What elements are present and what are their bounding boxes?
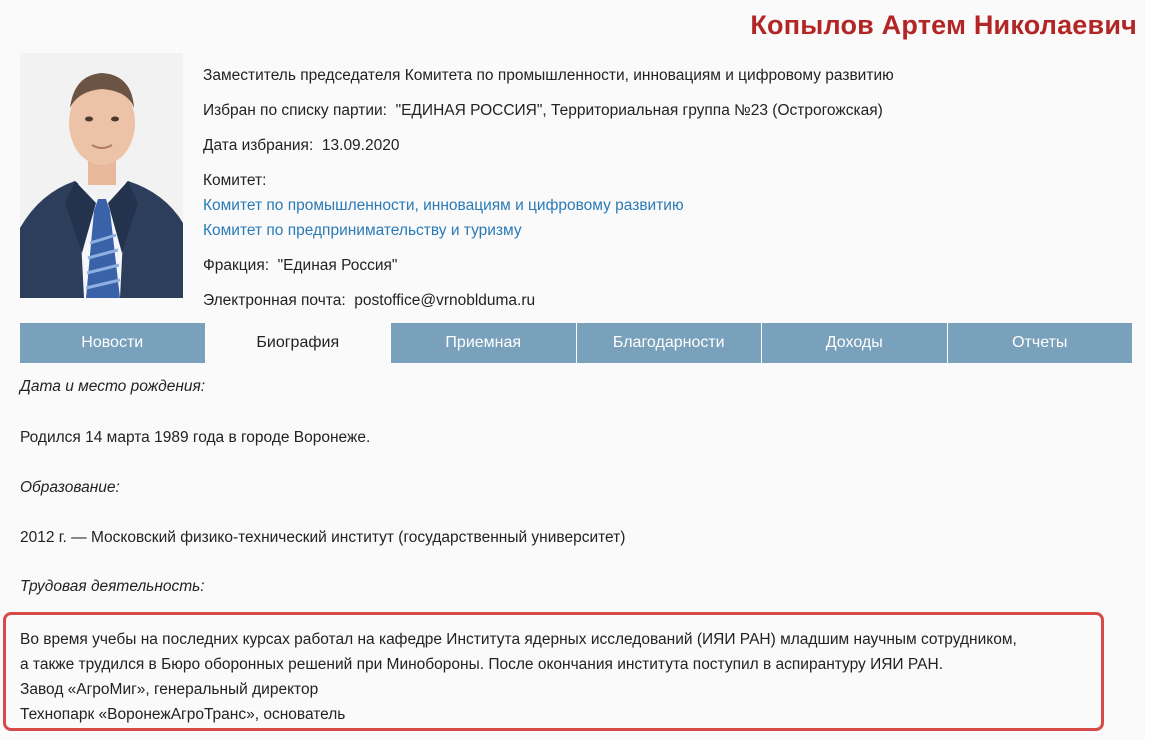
tab-news[interactable]: Новости [20,323,206,363]
email-row [203,292,535,310]
tab-thanks[interactable]: Благодарности [577,323,763,363]
tab-reception[interactable]: Приемная [391,323,577,363]
committee-link-industry[interactable]: Комитет по промышленности, инновациям и цифровому развитию [203,197,684,214]
deputy-photo [20,53,183,298]
birth-text: Родился 14 марта 1989 года в городе Воронеже. [20,429,371,446]
work-heading: Трудовая деятельность: [20,578,205,595]
committee-label: Комитет: [203,172,267,189]
tab-income[interactable]: Доходы [762,323,948,363]
party-row [203,102,883,120]
faction-row [203,257,397,275]
work-line: Во время учебы на последних курсах работал на кафедре Института ядерных исследований (ИЯИ РАН) младшим научным сотрудником, [20,631,1017,648]
election-row [203,137,399,155]
committee-link-business[interactable]: Комитет по предпринимательству и туризму [203,222,522,239]
party-label: Избран по списку партии: [203,102,387,119]
profile-tabs [20,323,1132,363]
faction-label: Фракция: [203,257,270,274]
education-text: 2012 г. — Московский физико-технический институт (государственный университет) [20,529,626,546]
party-value: "ЕДИНАЯ РОССИЯ", Территориальная группа №23 (Острогожская) [395,102,883,119]
faction-value: "Единая Россия" [277,257,398,274]
deputy-name: Копылов Артем Николаевич [750,10,1137,40]
position-text: Заместитель председателя Комитета по промышленности, инновациям и цифровому развитию [203,67,894,84]
work-line: Завод «АгроМиг», генеральный директор [20,681,319,698]
election-label: Дата избрания: [203,137,314,154]
email-value: postoffice@vrnoblduma.ru [354,292,536,309]
tab-biography[interactable]: Биография [206,323,392,363]
work-line: Технопарк «ВоронежАгроТранс», основатель [20,706,346,723]
birth-heading: Дата и место рождения: [20,378,206,395]
work-line: а также трудился в Бюро оборонных решений при Минобороны. После окончания института поступил в аспирантуру ИЯИ РАН. [20,656,944,673]
email-label: Электронная почта: [203,292,346,309]
election-date: 13.09.2020 [321,137,400,154]
tab-reports[interactable]: Отчеты [948,323,1133,363]
work-history [20,627,1017,727]
education-heading: Образование: [20,479,120,496]
